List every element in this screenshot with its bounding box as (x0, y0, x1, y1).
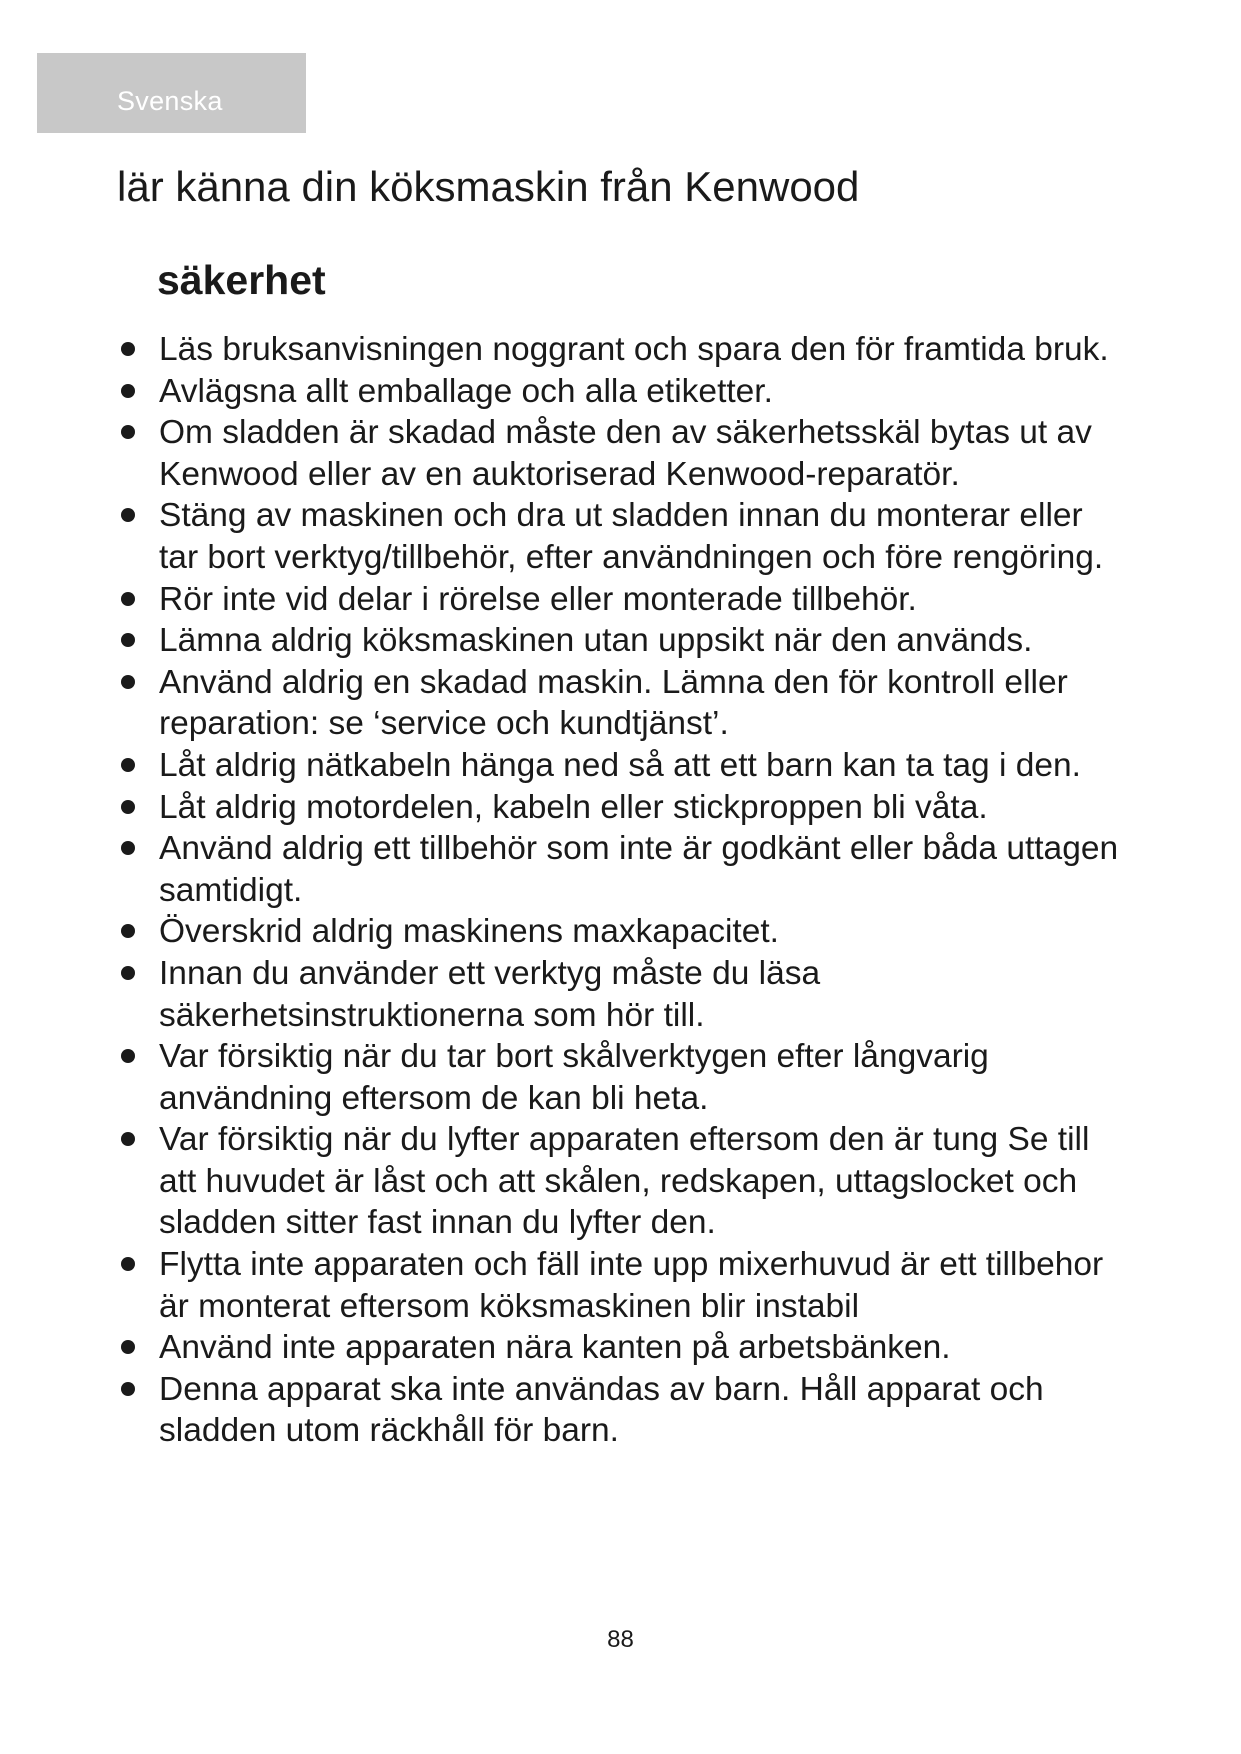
list-item-text: Var försiktig när du lyfter apparaten eftersom den är tung Se till att huvudet är låst och att skålen, redskapen, uttagslocket och sladden sitter fast innan du lyfter den. (159, 1121, 1090, 1242)
bullet-icon (121, 1382, 135, 1396)
bullet-icon (121, 508, 135, 522)
list-item (117, 911, 1127, 953)
bullet-icon (121, 1340, 135, 1354)
list-item-text: Lämna aldrig köksmaskinen utan uppsikt när den används. (159, 622, 1033, 660)
language-label: Svenska (117, 86, 223, 116)
bullet-icon (121, 425, 135, 439)
list-item-text: Använd aldrig ett tillbehör som inte är godkänt eller båda uttagen samtidigt. (159, 830, 1119, 909)
bullet-icon (121, 1257, 135, 1271)
bullet-icon (121, 342, 135, 356)
list-item (117, 1244, 1127, 1327)
list-item (117, 1369, 1127, 1452)
page-title: lär känna din köksmaskin från Kenwood (117, 163, 860, 210)
list-item-text: Flytta inte apparaten och fäll inte upp mixerhuvud är ett tillbehor är monterat eftersom köksmaskinen blir instabil (159, 1246, 1104, 1325)
section-heading: säkerhet (157, 257, 326, 303)
list-item (117, 1119, 1127, 1244)
list-item-text: Läs bruksanvisningen noggrant och spara den för framtida bruk. (159, 331, 1109, 368)
list-item-text: Denna apparat ska inte användas av barn. Håll apparat och sladden utom räckhåll för barn. (159, 1370, 1044, 1450)
bullet-icon (121, 758, 135, 772)
list-item-text: Var försiktig när du tar bort skålverktygen efter långvarig användning eftersom de kan bli heta. (159, 1038, 989, 1117)
list-item-text: Innan du använder ett verktyg måste du läsa säkerhetsinstruktionerna som hör till. (159, 954, 821, 1034)
bullet-icon (121, 675, 135, 689)
list-item (117, 1327, 1127, 1369)
list-item (117, 745, 1127, 787)
list-item (117, 495, 1127, 578)
list-item-text: Rör inte vid delar i rörelse eller monterade tillbehör. (159, 580, 917, 618)
bullet-icon (121, 1132, 135, 1146)
list-item-text: Använd aldrig en skadad maskin. Lämna den för kontroll eller reparation: se ‘service och kundtjänst’. (159, 663, 1068, 743)
list-item (117, 579, 1127, 621)
list-item (117, 787, 1127, 829)
list-item (117, 329, 1127, 371)
page-number: 88 (607, 1626, 634, 1653)
language-tab (37, 53, 306, 133)
list-item (117, 371, 1127, 413)
list-item-text: Om sladden är skadad måste den av säkerhetsskäl bytas ut av Kenwood eller av en auktoriserad Kenwood-reparatör. (159, 414, 1092, 493)
bullet-icon (121, 841, 135, 855)
bullet-icon (121, 924, 135, 938)
bullet-icon (121, 592, 135, 606)
list-item (117, 828, 1127, 911)
list-item-text: Låt aldrig motordelen, kabeln eller stickproppen bli våta. (159, 788, 988, 826)
list-item (117, 953, 1127, 1036)
bullet-icon (121, 966, 135, 980)
bullet-icon (121, 800, 135, 814)
list-item (117, 1036, 1127, 1119)
list-item-text: Avlägsna allt emballage och alla etiketter. (159, 372, 773, 410)
safety-list (117, 329, 1127, 1452)
list-item (117, 662, 1127, 745)
list-item-text: Låt aldrig nätkabeln hänga ned så att ett barn kan ta tag i den. (159, 746, 1081, 784)
list-item-text: Överskrid aldrig maskinens maxkapacitet. (159, 913, 779, 951)
bullet-icon (121, 384, 135, 398)
list-item (117, 620, 1127, 662)
bullet-icon (121, 1049, 135, 1063)
list-item-text: Stäng av maskinen och dra ut sladden innan du monterar eller tar bort verktyg/tillbehör, efter användningen och före rengöring. (159, 497, 1104, 576)
bullet-icon (121, 633, 135, 647)
list-item-text: Använd inte apparaten nära kanten på arbetsbänken. (159, 1329, 951, 1367)
list-item (117, 412, 1127, 495)
